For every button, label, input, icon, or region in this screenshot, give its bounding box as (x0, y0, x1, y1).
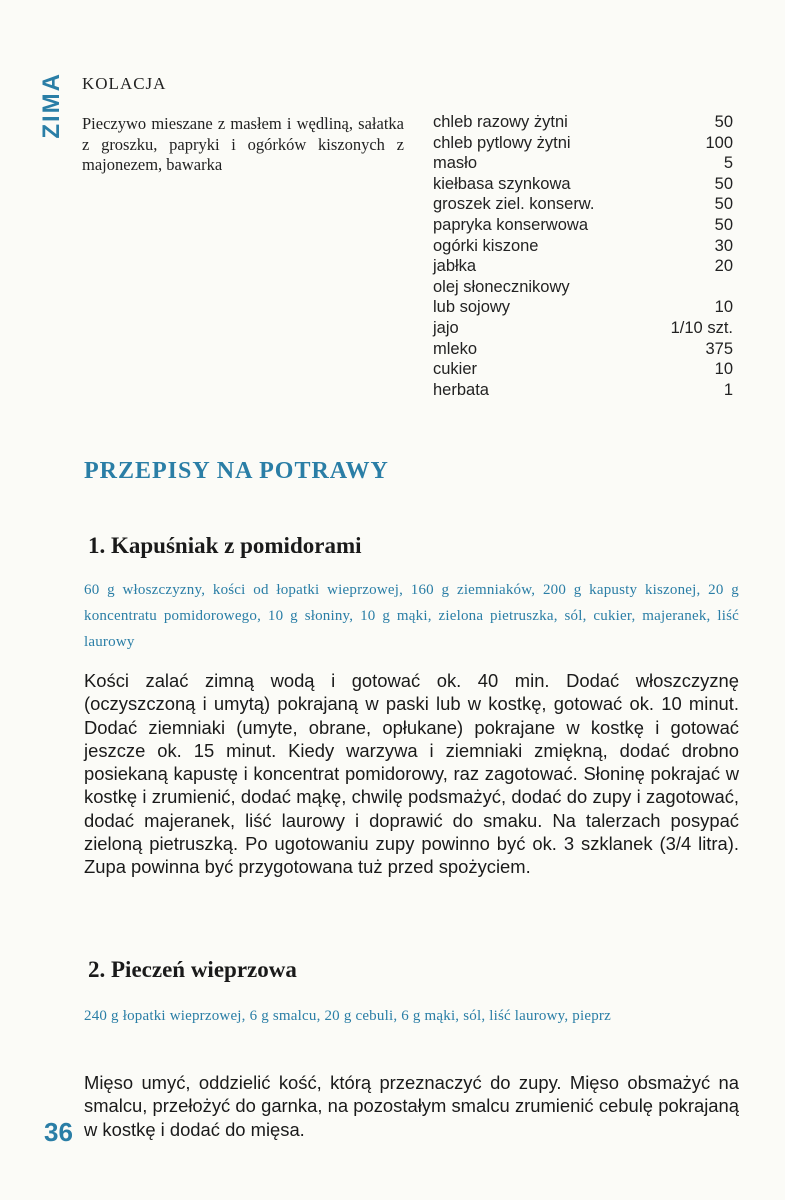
ingredient-row (433, 256, 733, 277)
recipe-body-2: Mięso umyć, oddzielić kość, którą przeznaczyć do zupy. Mięso obsmażyć na smalcu, przełożyć do garnka, na pozostałym smalcu zrumienić cebulę pokrajaną w kostkę i dodać do mięsa. (84, 1072, 739, 1140)
ingredient-name: jabłka (433, 257, 477, 276)
section-title: PRZEPISY NA POTRAWY (84, 458, 389, 484)
ingredient-name: groszek ziel. konserw. (433, 195, 595, 214)
recipe-title-2: 2. Pieczeń wieprzowa (88, 957, 297, 982)
meal-description: Pieczywo mieszane z masłem i wędliną, sałatka z groszku, papryki i ogórków kiszonych z majonezem, bawarka (82, 114, 404, 174)
recipe-ingredients-2: 240 g łopatki wieprzowej, 6 g smalcu, 20 g cebuli, 6 g mąki, sól, liść laurowy, pieprz (84, 1008, 611, 1024)
ingredient-row (433, 297, 733, 318)
ingredient-row (433, 153, 733, 174)
ingredient-name: ogórki kiszone (433, 236, 539, 255)
ingredient-qty: 50 (714, 195, 733, 214)
ingredient-name: kiełbasa szynkowa (433, 174, 571, 193)
ingredient-name: chleb razowy żytni (433, 113, 568, 131)
ingredient-qty: 10 (714, 298, 733, 317)
ingredient-name: masło (433, 154, 478, 173)
ingredient-qty: 50 (714, 215, 733, 234)
ingredient-name: olej słonecznikowy (433, 277, 570, 296)
ingredient-name: cukier (433, 360, 478, 379)
ingredient-qty: 50 (714, 113, 733, 131)
ingredient-name: chleb pytlowy żytni (433, 133, 571, 152)
ingredient-name: lub sojowy (433, 298, 511, 317)
ingredient-row (433, 380, 733, 401)
ingredient-name: jajo (433, 318, 459, 337)
ingredient-name: papryka konserwowa (433, 215, 588, 234)
page-number: 36 (44, 1117, 73, 1147)
ingredient-qty: 1/10 szt. (670, 318, 733, 337)
ingredient-row (433, 236, 733, 257)
ingredient-qty: 375 (705, 339, 733, 358)
ingredient-qty: 100 (705, 133, 733, 152)
ingredient-row (433, 318, 733, 339)
ingredient-row (433, 133, 733, 154)
ingredient-row (433, 112, 733, 133)
ingredient-qty: 30 (714, 236, 733, 255)
ingredient-qty: 1 (723, 380, 733, 399)
ingredient-qty: 10 (714, 360, 733, 379)
season-label: ZIMA (38, 72, 65, 139)
ingredient-name: mleko (433, 339, 478, 358)
ingredient-row (433, 174, 733, 195)
meal-heading: KOLACJA (82, 74, 167, 93)
ingredient-qty: 20 (714, 257, 733, 276)
ingredient-row (433, 277, 733, 298)
ingredient-qty: 5 (723, 154, 733, 173)
recipe-body-1: Kości zalać zimną wodą i gotować ok. 40 min. Dodać włoszczyznę (oczyszczoną i umytą) pokrajaną w paski lub w kostkę, gotować ok. 10 minut. Dodać ziemniaki (umyte, obrane, opłukane) pokrajane w kostkę i gotować jeszcze ok. 15 minut. Kiedy warzywa i ziemniaki zmiękną, dodać drobno posiekaną kapustę i koncentrat pomidorowy, raz zagotować. Słoninę pokrajać w kostkę i zrumienić, dodać mąkę, chwilę podsmażyć, dodać do zupy i zagotować, dodać majeranek, liść laurowy i doprawić do smaku. Na talerzach posypać zieloną pietruszką. Po ugotowaniu zupy powinno być ok. 3 szklanek (3/4 litra). Zupa powinna być przygotowana tuż przed spożyciem. (84, 670, 739, 878)
recipe-title-1: 1. Kapuśniak z pomidorami (88, 533, 362, 558)
ingredient-name: herbata (433, 380, 489, 399)
ingredient-row (433, 359, 733, 380)
ingredient-row (433, 194, 733, 215)
ingredient-row (433, 339, 733, 360)
ingredient-row (433, 215, 733, 236)
recipe-ingredients-1: 60 g włoszczyzny, kości od łopatki wieprzowej, 160 g ziemniaków, 200 g kapusty kiszonej, 20 g koncentratu pomidorowego, 10 g słoniny, 10 g mąki, zielona pietruszka, sól, cukier, majeranek, liść laurowy (84, 582, 739, 650)
ingredient-qty: 50 (714, 174, 733, 193)
meal-ingredients-list (433, 112, 733, 400)
